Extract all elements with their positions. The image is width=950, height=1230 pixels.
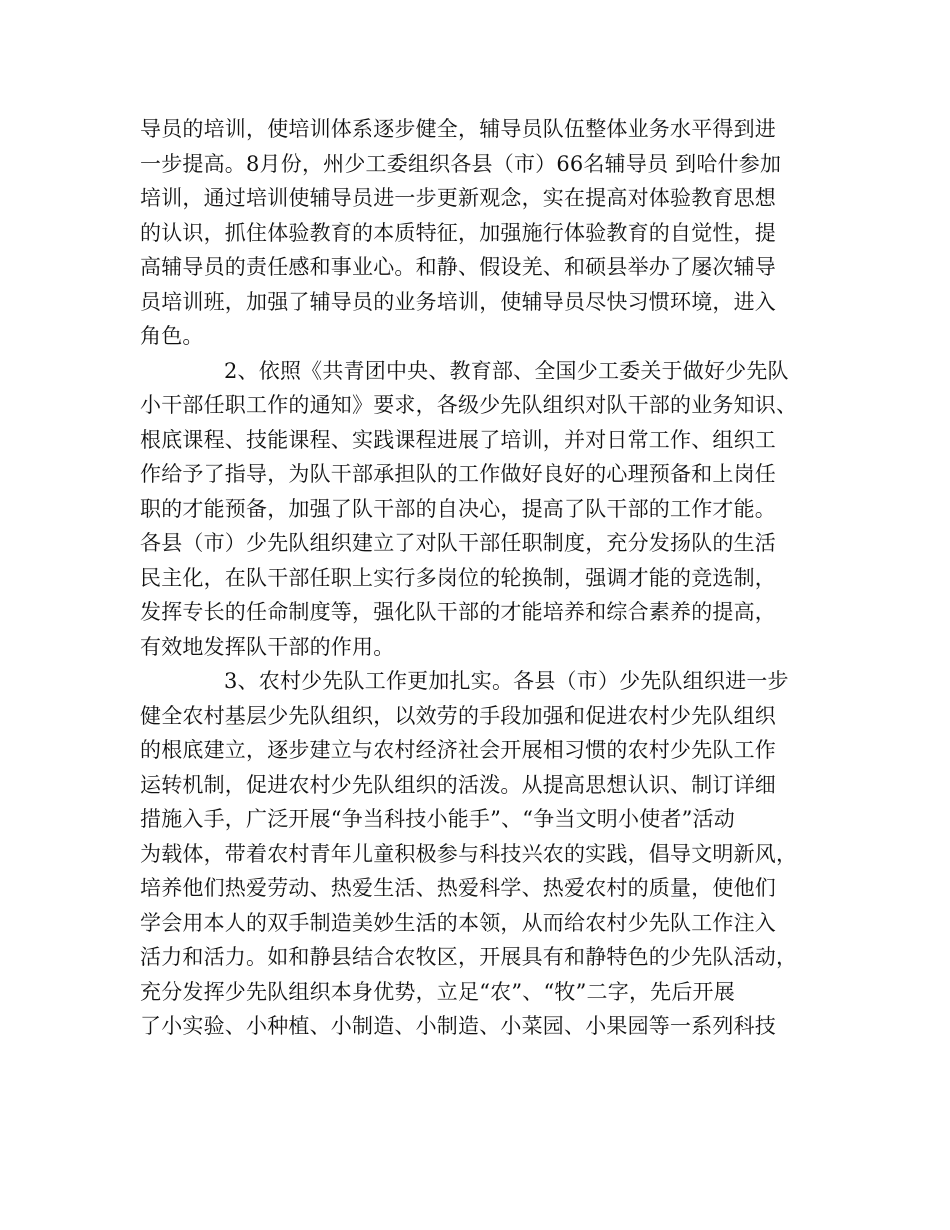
text-line: 活力和活力。如和静县结合农牧区，开展具有和静特色的少先队活动， [140, 945, 798, 969]
text-line: 充分发挥少先队组织本身优势，立足“农”、“牧”二字，先后开展 [140, 979, 735, 1004]
text-line: 作给予了指导，为队干部承担队的工作做好良好的心理预备和上岗任 [140, 462, 776, 486]
text-line: 有效地发挥队干部的作用。 [140, 634, 395, 659]
text-line: 培养他们热爱劳动、热爱生活、热爱科学、热爱农村的质量，使他们 [140, 876, 776, 900]
text-line: 角色。 [140, 324, 204, 348]
paragraph-2-first-line: 2、依照《共青团中央、教育部、全国少工委关于做好少先队 [224, 358, 789, 383]
text-line: 的认识，抓住体验教育的本质特征，加强施行体验教育的自觉性，提 [140, 220, 776, 245]
paragraph-3-first-line: 3、农村少先队工作更加扎实。各县（市）少先队组织进一步 [224, 669, 789, 693]
text-line: 职的才能预备，加强了队干部的自决心，提高了队干部的工作才能。 [140, 496, 776, 521]
text-line: 各县（市）少先队组织建立了对队干部任职制度，充分发扬队的生活 [140, 531, 776, 555]
text-line: 小干部任职工作的通知》要求，各级少先队组织对队干部的业务知识、 [140, 393, 798, 417]
text-line: 了小实验、小种植、小制造、小制造、小菜园、小果园等一系列科技 [140, 1014, 776, 1038]
text-line: 员培训班，加强了辅导员的业务培训，使辅导员尽快习惯环境，进入 [140, 289, 776, 314]
text-line: 民主化，在队干部任职上实行多岗位的轮换制，强调才能的竞选制， [140, 565, 776, 590]
text-line: 措施入手，广泛开展“争当科技小能手”、“争当文明小使者”活动 [140, 807, 735, 831]
text-line: 学会用本人的双手制造美妙生活的本领，从而给农村少先队工作注入 [140, 910, 776, 935]
text-line: 根底课程、技能课程、实践课程进展了培训，并对日常工作、组织工 [140, 427, 776, 452]
text-line: 导员的培训，使培训体系逐步健全，辅导员队伍整体业务水平得到进 [140, 117, 776, 141]
text-line: 为载体，带着农村青年儿童积极参与科技兴农的实践，倡导文明新风， [140, 841, 798, 866]
text-line: 的根底建立，逐步建立与农村经济社会开展相习惯的农村少先队工作 [140, 738, 776, 762]
document-body [140, 112, 820, 1044]
text-line: 运转机制，促进农村少先队组织的活泼。从提高思想认识、制订详细 [140, 772, 776, 797]
text-line: 培训，通过培训使辅导员进一步更新观念，实在提高对体验教育思想 [140, 186, 776, 210]
text-line: 一步提高。8月份，州少工委组织各县（市）66名辅导员 到哈什参加 [140, 151, 782, 176]
text-line: 发挥专长的任命制度等，强化队干部的才能培养和综合素养的提高， [140, 600, 776, 624]
text-line: 健全农村基层少先队组织，以效劳的手段加强和促进农村少先队组织 [140, 703, 776, 728]
text-line: 高辅导员的责任感和事业心。和静、假设羌、和硕县举办了屡次辅导 [140, 255, 776, 279]
